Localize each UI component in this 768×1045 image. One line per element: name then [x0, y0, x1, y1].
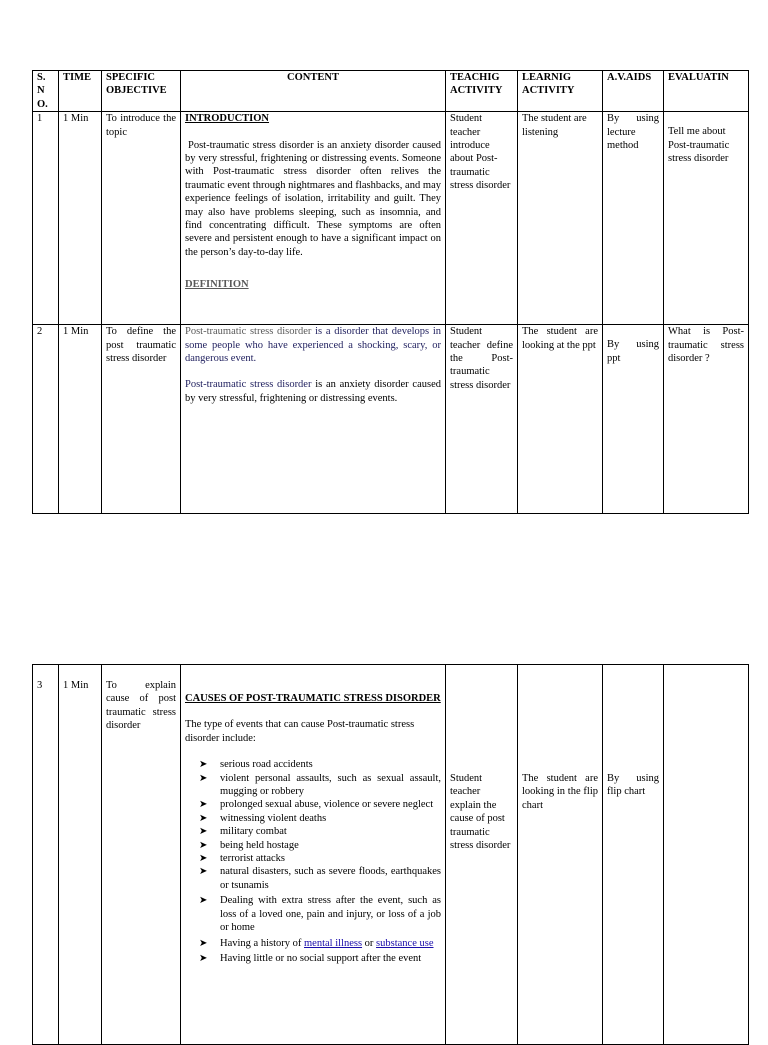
arrow-bullet-icon: ➤: [199, 866, 208, 878]
header-teaching: TEACHIG ACTIVITY: [446, 71, 518, 112]
causes-list: [185, 758, 441, 965]
list-item: ➤ Dealing with extra stress after the event, such as loss of a loved one, pain and injury, or loss of a job or home: [199, 895, 441, 934]
list-item: ➤ violent personal assaults, such as sexual assault, mugging or robbery: [199, 772, 441, 798]
arrow-bullet-icon: ➤: [199, 952, 208, 964]
list-item: ➤ Having a history of mental illness or substance use: [199, 937, 434, 949]
row3-evaluation: [664, 665, 749, 1045]
definition-term-1: Post-traumatic stress disorder: [185, 326, 312, 338]
row2-time: 1 Min: [59, 325, 102, 514]
row3-content: [181, 665, 446, 1045]
row1-time: 1 Min: [59, 112, 102, 325]
definition-text-2: is an anxiety disorder caused by very stressful, frightening or distressing events.: [185, 379, 441, 404]
row2-sno: 2: [33, 325, 59, 514]
definition-paragraph-2: [185, 378, 441, 405]
arrow-bullet-icon: ➤: [199, 839, 208, 851]
header-content: CONTENT: [181, 71, 446, 112]
row2-learning: The student are looking at the ppt: [518, 325, 603, 514]
list-item: ➤ witnessing violent deaths: [199, 812, 327, 824]
row1-sno: 1: [33, 112, 59, 325]
header-av: A.V.AIDS: [603, 71, 664, 112]
row3-time: 1 Min: [59, 665, 102, 1045]
arrow-bullet-icon: ➤: [199, 759, 208, 771]
list-item: ➤ prolonged sexual abuse, violence or severe neglect: [199, 799, 434, 811]
arrow-bullet-icon: ➤: [199, 853, 208, 865]
definition-text-1: is a disorder that develops in some people who have experienced a shocking, scary, or dangerous event.: [185, 326, 441, 365]
list-item: ➤ Having little or no social support after the event: [199, 952, 422, 964]
causes-heading: CAUSES OF POST-TRAUMATIC STRESS DISORDER: [185, 693, 441, 704]
table-row: [33, 325, 749, 514]
header-objective: SPECIFIC OBJECTIVE: [102, 71, 181, 112]
row2-av: [603, 325, 664, 514]
table-row: [33, 665, 749, 1045]
definition-heading: DEFINITION: [185, 279, 249, 291]
row3-teaching: Student teacher explain the cause of post traumatic stress disorder: [446, 665, 518, 1045]
lesson-plan-table-2: [32, 664, 749, 1045]
substance-use-link[interactable]: substance use: [376, 937, 434, 949]
mental-illness-link[interactable]: mental illness: [304, 937, 363, 949]
row1-objective: To introduce the topic: [102, 112, 181, 325]
list-item: ➤ military combat: [199, 826, 287, 838]
row2-objective: To define the post traumatic stress disorder: [102, 325, 181, 514]
introduction-paragraph: Post-traumatic stress disorder is an anxiety disorder caused by very stressful, frightening or distressing events. Someone with Post-traumatic stress disorder often relives the traumatic event through nightmares and flashbacks, and may experience feelings of isolation, irritability and guilt. They may also have problems sleeping, such as insomnia, and find concentrating difficult. These symptoms are often severe and persistent enough to have a significant impact on the person’s day-to-day life.: [185, 139, 441, 258]
list-item: ➤ being held hostage: [199, 839, 299, 851]
row2-content: [181, 325, 446, 514]
row1-evaluation-text: Tell me about Post-traumatic stress disorder: [668, 126, 730, 165]
row2-evaluation: What is Post-traumatic stress disorder ?: [664, 325, 749, 514]
row2-teaching: Student teacher define the Post-traumatic stress disorder: [446, 325, 518, 514]
arrow-bullet-icon: ➤: [199, 799, 208, 811]
list-item: ➤ serious road accidents: [199, 759, 313, 771]
causes-intro: The type of events that can cause Post-traumatic stress disorder include:: [185, 719, 415, 744]
arrow-bullet-icon: ➤: [199, 937, 208, 949]
row1-content: [181, 112, 446, 325]
header-evaluation: EVALUATIN: [664, 71, 749, 112]
arrow-bullet-icon: ➤: [199, 772, 208, 784]
header-sno: S. N O.: [33, 71, 59, 112]
arrow-bullet-icon: ➤: [199, 812, 208, 824]
row3-learning: The student are looking in the flip chart: [518, 665, 603, 1045]
definition-term-2: Post-traumatic stress disorder: [185, 379, 312, 391]
header-learning: LEARNIG ACTIVITY: [518, 71, 603, 112]
lesson-plan-table-1: [32, 70, 749, 514]
row1-teaching: Student teacher introduce about Post-traumatic stress disorder: [446, 112, 518, 325]
list-item: ➤ natural disasters, such as severe floods, earthquakes or tsunamis: [199, 866, 441, 891]
list-item: ➤ terrorist attacks: [199, 853, 286, 865]
table-row: [33, 112, 749, 325]
arrow-bullet-icon: ➤: [199, 895, 208, 907]
definition-paragraph-1: [185, 325, 441, 365]
header-time: TIME: [59, 71, 102, 112]
row1-evaluation: [664, 112, 749, 325]
row3-av: By using flip chart: [603, 665, 664, 1045]
introduction-heading: INTRODUCTION: [185, 113, 270, 125]
row2-av-text: By using ppt: [607, 339, 659, 364]
arrow-bullet-icon: ➤: [199, 826, 208, 838]
row3-sno: 3: [33, 665, 59, 1045]
row1-av: By using lecture method: [603, 112, 664, 325]
row3-objective: To explain cause of post traumatic stress disorder: [102, 665, 181, 1045]
header-row: [33, 71, 749, 112]
row1-learning: The student are listening: [518, 112, 603, 325]
